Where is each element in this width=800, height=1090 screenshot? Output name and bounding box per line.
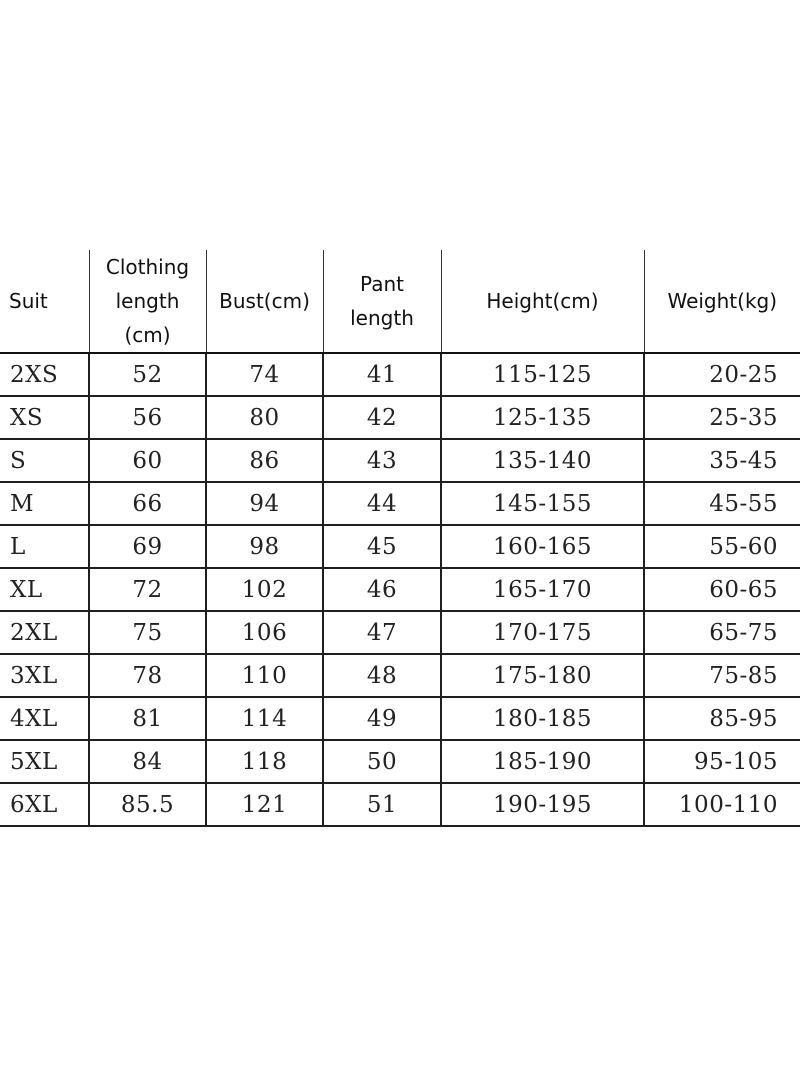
table-row — [0, 654, 800, 697]
table-row — [0, 783, 800, 826]
cell-bust: 80 — [206, 396, 323, 439]
cell-clothing-length: 72 — [89, 568, 206, 611]
cell-pant-length: 43 — [323, 439, 441, 482]
cell-clothing-length: 52 — [89, 353, 206, 396]
cell-suit: XS — [0, 396, 89, 439]
cell-bust: 118 — [206, 740, 323, 783]
column-header-clothing-length — [89, 250, 206, 353]
cell-clothing-length: 69 — [89, 525, 206, 568]
cell-weight: 65-75 — [644, 611, 800, 654]
cell-height: 145-155 — [441, 482, 644, 525]
cell-weight: 85-95 — [644, 697, 800, 740]
cell-suit: L — [0, 525, 89, 568]
column-header-pant-length — [323, 250, 441, 353]
cell-pant-length: 45 — [323, 525, 441, 568]
cell-clothing-length: 78 — [89, 654, 206, 697]
cell-height: 175-180 — [441, 654, 644, 697]
cell-suit: 3XL — [0, 654, 89, 697]
cell-bust: 110 — [206, 654, 323, 697]
cell-bust: 121 — [206, 783, 323, 826]
cell-weight: 35-45 — [644, 439, 800, 482]
cell-weight: 75-85 — [644, 654, 800, 697]
cell-suit: 4XL — [0, 697, 89, 740]
cell-height: 185-190 — [441, 740, 644, 783]
column-header-line: Bust(cm) — [219, 289, 310, 313]
cell-pant-length: 44 — [323, 482, 441, 525]
cell-pant-length: 42 — [323, 396, 441, 439]
table-row — [0, 396, 800, 439]
column-header-line: Weight(kg) — [667, 289, 778, 313]
column-header-height — [441, 250, 644, 353]
table-row — [0, 439, 800, 482]
column-header-line: (cm) — [124, 323, 171, 347]
cell-suit: M — [0, 482, 89, 525]
table-row — [0, 353, 800, 396]
column-header-suit — [0, 250, 89, 353]
cell-suit: 5XL — [0, 740, 89, 783]
cell-bust: 114 — [206, 697, 323, 740]
cell-suit: 6XL — [0, 783, 89, 826]
column-header-line: Pant — [360, 272, 404, 296]
cell-clothing-length: 75 — [89, 611, 206, 654]
table-row — [0, 568, 800, 611]
column-header-bust — [206, 250, 323, 353]
cell-height: 135-140 — [441, 439, 644, 482]
cell-bust: 98 — [206, 525, 323, 568]
cell-pant-length: 46 — [323, 568, 441, 611]
cell-pant-length: 49 — [323, 697, 441, 740]
column-header-line: Height(cm) — [486, 289, 599, 313]
cell-clothing-length: 84 — [89, 740, 206, 783]
table-row — [0, 611, 800, 654]
column-header-line: length — [350, 306, 414, 330]
column-header-line: Suit — [9, 289, 48, 313]
cell-height: 160-165 — [441, 525, 644, 568]
cell-height: 165-170 — [441, 568, 644, 611]
size-chart-header — [0, 250, 800, 353]
cell-weight: 25-35 — [644, 396, 800, 439]
cell-height: 190-195 — [441, 783, 644, 826]
column-header-weight — [644, 250, 800, 353]
cell-suit: 2XL — [0, 611, 89, 654]
cell-clothing-length: 66 — [89, 482, 206, 525]
cell-bust: 106 — [206, 611, 323, 654]
cell-pant-length: 48 — [323, 654, 441, 697]
table-row — [0, 697, 800, 740]
cell-weight: 45-55 — [644, 482, 800, 525]
cell-height: 170-175 — [441, 611, 644, 654]
table-row — [0, 740, 800, 783]
cell-clothing-length: 60 — [89, 439, 206, 482]
cell-weight: 55-60 — [644, 525, 800, 568]
cell-clothing-length: 56 — [89, 396, 206, 439]
cell-bust: 94 — [206, 482, 323, 525]
cell-suit: 2XS — [0, 353, 89, 396]
cell-height: 115-125 — [441, 353, 644, 396]
column-header-line: length — [115, 289, 180, 313]
size-chart-table — [0, 250, 800, 827]
cell-pant-length: 47 — [323, 611, 441, 654]
cell-pant-length: 51 — [323, 783, 441, 826]
cell-pant-length: 50 — [323, 740, 441, 783]
cell-suit: S — [0, 439, 89, 482]
cell-weight: 60-65 — [644, 568, 800, 611]
cell-height: 125-135 — [441, 396, 644, 439]
table-row — [0, 525, 800, 568]
cell-weight: 95-105 — [644, 740, 800, 783]
cell-weight: 20-25 — [644, 353, 800, 396]
header-row — [0, 250, 800, 353]
cell-clothing-length: 81 — [89, 697, 206, 740]
cell-bust: 74 — [206, 353, 323, 396]
size-chart-body — [0, 353, 800, 826]
table-row — [0, 482, 800, 525]
column-header-line: Clothing — [105, 255, 190, 279]
cell-bust: 86 — [206, 439, 323, 482]
cell-pant-length: 41 — [323, 353, 441, 396]
cell-clothing-length: 85.5 — [89, 783, 206, 826]
cell-weight: 100-110 — [644, 783, 800, 826]
cell-suit: XL — [0, 568, 89, 611]
cell-height: 180-185 — [441, 697, 644, 740]
cell-bust: 102 — [206, 568, 323, 611]
